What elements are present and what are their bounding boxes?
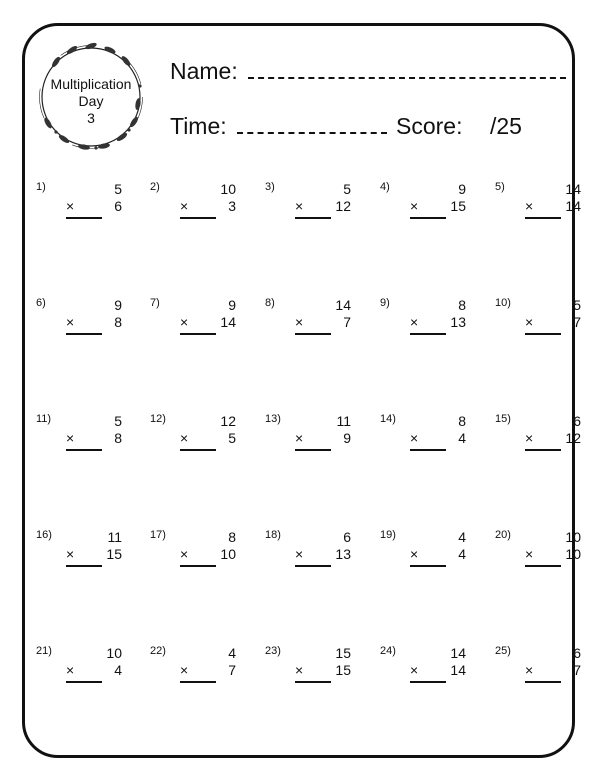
problem-number: 3): [265, 181, 275, 193]
times-sign: ×: [180, 430, 189, 446]
problem-bottom-number: 14: [220, 314, 236, 330]
problem-number: 19): [380, 529, 396, 541]
problem-2: [150, 181, 250, 241]
problem-number: 5): [495, 181, 505, 193]
problem-top-number: 9: [458, 181, 466, 197]
answer-line[interactable]: [180, 565, 216, 567]
times-sign: ×: [410, 198, 419, 214]
problem-top-number: 8: [458, 413, 466, 429]
problem-11: [36, 413, 136, 473]
time-row: [170, 113, 387, 140]
problem-number: 6): [36, 297, 46, 309]
times-sign: ×: [180, 662, 189, 678]
answer-line[interactable]: [66, 449, 102, 451]
problem-top-number: 4: [228, 645, 236, 661]
problem-top-number: 14: [335, 297, 351, 313]
answer-line[interactable]: [410, 449, 446, 451]
problem-number: 23): [265, 645, 281, 657]
problem-top-number: 8: [458, 297, 466, 313]
problem-1: [36, 181, 136, 241]
problem-bottom-number: 10: [565, 546, 581, 562]
problem-bottom-number: 14: [450, 662, 466, 678]
times-sign: ×: [525, 198, 534, 214]
answer-line[interactable]: [525, 333, 561, 335]
problem-top-number: 5: [573, 297, 581, 313]
problem-bottom-number: 7: [573, 314, 581, 330]
problem-23: [265, 645, 365, 705]
problem-number: 15): [495, 413, 511, 425]
problem-number: 14): [380, 413, 396, 425]
problem-bottom-number: 8: [114, 314, 122, 330]
times-sign: ×: [180, 546, 189, 562]
problem-bottom-number: 8: [114, 430, 122, 446]
answer-line[interactable]: [295, 565, 331, 567]
answer-line[interactable]: [525, 217, 561, 219]
answer-line[interactable]: [180, 681, 216, 683]
problem-21: [36, 645, 136, 705]
problem-number: 21): [36, 645, 52, 657]
problem-top-number: 15: [335, 645, 351, 661]
problem-6: [36, 297, 136, 357]
answer-line[interactable]: [295, 333, 331, 335]
problem-top-number: 14: [450, 645, 466, 661]
problem-top-number: 11: [336, 413, 351, 429]
name-blank[interactable]: [248, 77, 566, 79]
score-label: Score:: [396, 113, 463, 139]
problem-number: 24): [380, 645, 396, 657]
problem-top-number: 11: [107, 529, 122, 545]
problem-number: 12): [150, 413, 166, 425]
problem-5: [495, 181, 595, 241]
problem-16: [36, 529, 136, 589]
problem-7: [150, 297, 250, 357]
problem-20: [495, 529, 595, 589]
answer-line[interactable]: [180, 333, 216, 335]
answer-line[interactable]: [66, 681, 102, 683]
problem-19: [380, 529, 480, 589]
answer-line[interactable]: [410, 333, 446, 335]
problem-top-number: 5: [114, 413, 122, 429]
problem-bottom-number: 15: [450, 198, 466, 214]
problem-number: 8): [265, 297, 275, 309]
problem-number: 4): [380, 181, 390, 193]
times-sign: ×: [525, 546, 534, 562]
answer-line[interactable]: [410, 217, 446, 219]
problem-bottom-number: 7: [228, 662, 236, 678]
times-sign: ×: [295, 430, 304, 446]
answer-line[interactable]: [525, 565, 561, 567]
name-label: Name:: [170, 58, 238, 84]
problem-number: 16): [36, 529, 52, 541]
time-label: Time:: [170, 113, 227, 139]
problem-number: 25): [495, 645, 511, 657]
problem-24: [380, 645, 480, 705]
answer-line[interactable]: [66, 217, 102, 219]
problem-12: [150, 413, 250, 473]
problem-number: 1): [36, 181, 46, 193]
times-sign: ×: [66, 546, 75, 562]
problem-top-number: 5: [343, 181, 351, 197]
times-sign: ×: [295, 662, 304, 678]
problem-top-number: 10: [220, 181, 236, 197]
times-sign: ×: [525, 314, 534, 330]
problem-bottom-number: 13: [335, 546, 351, 562]
problem-number: 11): [36, 413, 52, 425]
times-sign: ×: [410, 430, 419, 446]
title-badge: [34, 38, 148, 156]
score-total: /25: [490, 113, 522, 139]
problem-top-number: 9: [114, 297, 122, 313]
problem-10: [495, 297, 595, 357]
problem-bottom-number: 4: [458, 430, 466, 446]
problem-top-number: 6: [573, 413, 581, 429]
problem-15: [495, 413, 595, 473]
problem-bottom-number: 14: [565, 198, 581, 214]
badge-title-line2: Day: [78, 93, 104, 109]
problem-14: [380, 413, 480, 473]
times-sign: ×: [66, 314, 75, 330]
answer-line[interactable]: [525, 449, 561, 451]
problem-13: [265, 413, 365, 473]
problem-number: 2): [150, 181, 160, 193]
problem-4: [380, 181, 480, 241]
problem-bottom-number: 4: [114, 662, 122, 678]
problem-top-number: 4: [458, 529, 466, 545]
problem-bottom-number: 7: [573, 662, 581, 678]
problem-17: [150, 529, 250, 589]
problem-3: [265, 181, 365, 241]
times-sign: ×: [295, 314, 304, 330]
answer-line[interactable]: [410, 681, 446, 683]
problem-top-number: 10: [106, 645, 122, 661]
times-sign: ×: [295, 546, 304, 562]
problem-top-number: 6: [343, 529, 351, 545]
time-blank[interactable]: [237, 132, 387, 134]
times-sign: ×: [66, 662, 75, 678]
problem-bottom-number: 3: [228, 198, 236, 214]
problem-bottom-number: 6: [114, 198, 122, 214]
problem-top-number: 14: [565, 181, 581, 197]
problem-top-number: 12: [220, 413, 236, 429]
answer-line[interactable]: [525, 681, 561, 683]
answer-line[interactable]: [295, 217, 331, 219]
problem-number: 9): [380, 297, 390, 309]
problem-top-number: 6: [573, 645, 581, 661]
answer-line[interactable]: [295, 449, 331, 451]
problem-number: 7): [150, 297, 160, 309]
times-sign: ×: [410, 662, 419, 678]
problem-number: 22): [150, 645, 166, 657]
problem-bottom-number: 9: [343, 430, 351, 446]
times-sign: ×: [410, 314, 419, 330]
problem-bottom-number: 5: [228, 430, 236, 446]
problem-25: [495, 645, 595, 705]
problem-bottom-number: 12: [565, 430, 581, 446]
answer-line[interactable]: [66, 565, 102, 567]
problem-bottom-number: 13: [450, 314, 466, 330]
times-sign: ×: [525, 430, 534, 446]
times-sign: ×: [410, 546, 419, 562]
answer-line[interactable]: [180, 217, 216, 219]
problem-bottom-number: 7: [343, 314, 351, 330]
times-sign: ×: [66, 430, 75, 446]
problem-top-number: 8: [228, 529, 236, 545]
badge-title-line3: 3: [87, 110, 95, 126]
answer-line[interactable]: [410, 565, 446, 567]
problem-18: [265, 529, 365, 589]
times-sign: ×: [66, 198, 75, 214]
problem-bottom-number: 4: [458, 546, 466, 562]
times-sign: ×: [525, 662, 534, 678]
name-row: [170, 58, 566, 85]
answer-line[interactable]: [295, 681, 331, 683]
problem-8: [265, 297, 365, 357]
problem-bottom-number: 15: [106, 546, 122, 562]
problem-bottom-number: 10: [220, 546, 236, 562]
times-sign: ×: [180, 314, 189, 330]
problem-number: 13): [265, 413, 281, 425]
times-sign: ×: [180, 198, 189, 214]
answer-line[interactable]: [180, 449, 216, 451]
problem-number: 10): [495, 297, 511, 309]
problem-number: 18): [265, 529, 281, 541]
problem-top-number: 10: [565, 529, 581, 545]
times-sign: ×: [295, 198, 304, 214]
problem-22: [150, 645, 250, 705]
problem-9: [380, 297, 480, 357]
problem-number: 17): [150, 529, 166, 541]
answer-line[interactable]: [66, 333, 102, 335]
problem-bottom-number: 15: [335, 662, 351, 678]
problem-top-number: 5: [114, 181, 122, 197]
problem-bottom-number: 12: [335, 198, 351, 214]
badge-title-line1: Multiplication: [50, 76, 132, 92]
problem-number: 20): [495, 529, 511, 541]
problem-top-number: 9: [228, 297, 236, 313]
